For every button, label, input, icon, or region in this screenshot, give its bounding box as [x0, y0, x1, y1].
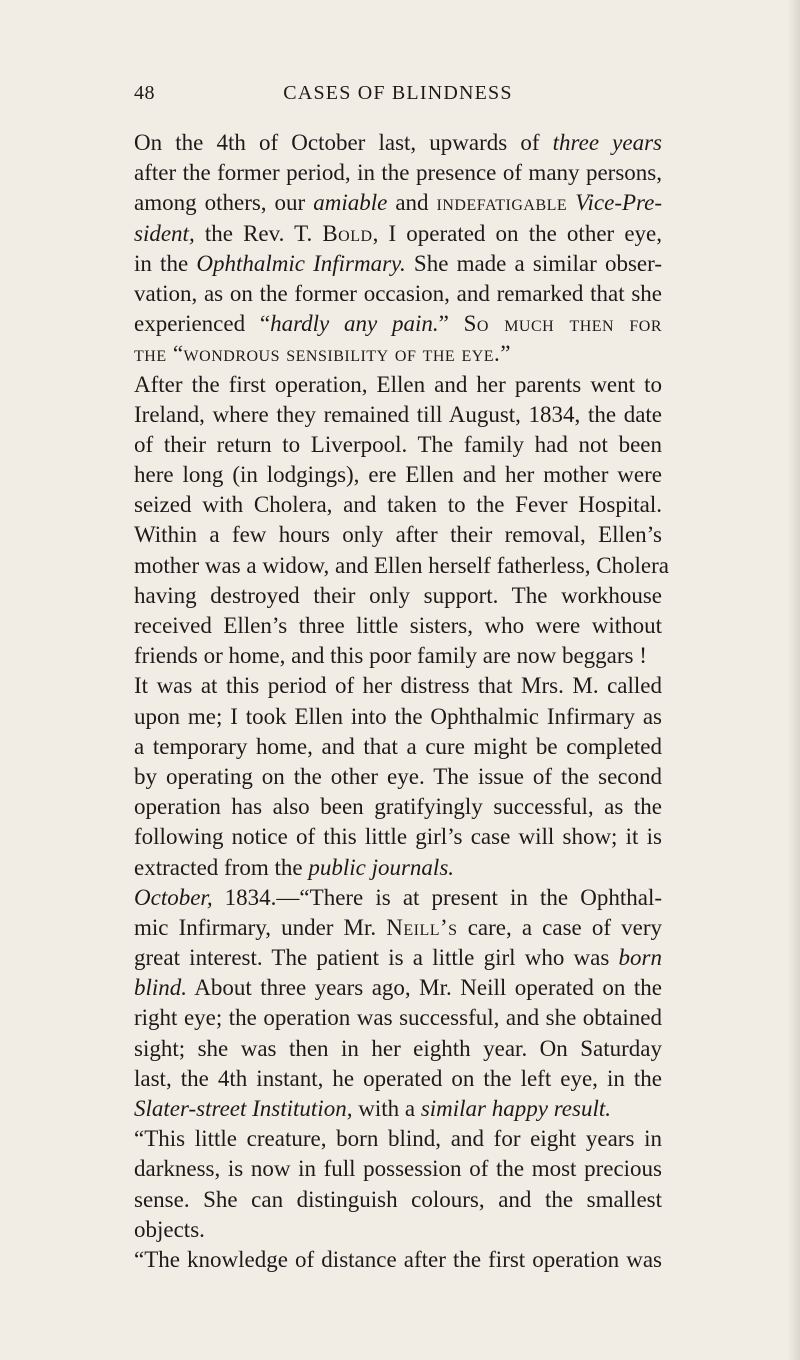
body-text [134, 128, 669, 1275]
italic-text: similar happy result. [420, 1096, 611, 1121]
text-line [134, 792, 662, 822]
text-line [134, 702, 662, 732]
text-line [134, 1034, 662, 1064]
text-line [134, 1003, 662, 1033]
text-line [134, 762, 662, 792]
italic-text: three years [552, 130, 662, 155]
text-run: and [387, 190, 437, 216]
text-run: experienced “ [134, 311, 271, 337]
running-head: CASES OF BLINDNESS [283, 82, 513, 104]
italic-text: blind. [134, 975, 188, 1001]
text-line [134, 1245, 662, 1275]
text-line [134, 400, 662, 430]
text-line [134, 309, 662, 339]
text-line [134, 249, 662, 279]
text-run: “This little creature, born blind, and for eight years in [134, 1126, 662, 1152]
text-run: sense. She can distinguish colours, and the smallest [134, 1186, 662, 1212]
text-line [134, 158, 662, 188]
text-run: After the first operation, Ellen and her parents went to [134, 371, 662, 397]
text-run: care, a case of very [457, 914, 662, 940]
text-line [134, 1124, 662, 1154]
italic-text: Slater-street Institution, [134, 1096, 353, 1121]
text-line [134, 913, 662, 943]
page-edge-shadow [788, 0, 800, 1360]
text-run: in the [134, 250, 197, 276]
text-run: here long (in lodgings), ere Ellen and her mother were [134, 462, 662, 488]
text-line [134, 188, 662, 218]
text-run: right eye; the operation was successful, and she obtained [134, 1005, 662, 1031]
text-line [134, 520, 662, 550]
text-line [134, 1064, 662, 1094]
text-line [134, 853, 662, 883]
text-run: darkness, is now in full possession of the most precious [134, 1156, 662, 1182]
text-line [134, 943, 662, 973]
text-run: , I operated on the other eye, [372, 220, 662, 246]
text-line [134, 671, 662, 701]
text-line [134, 641, 662, 671]
text-run: seized with Cholera, and taken to the Fever Hospital. [134, 492, 662, 518]
text-line [134, 732, 662, 762]
text-line [134, 339, 662, 369]
text-run: by operating on the other eye. The issue of the second [134, 763, 662, 789]
italic-text: October, [134, 884, 213, 910]
text-run: About three years ago, Mr. Neill operated on the [187, 975, 662, 1001]
text-run: operation has also been gratifyingly successful, as the [134, 794, 662, 820]
small-caps-text: So much then for [463, 311, 662, 337]
text-run: sight; she was then in her eighth year. On Saturday [134, 1035, 662, 1061]
text-run: vation, as on the former occasion, and remarked that she [134, 280, 662, 306]
text-line [134, 611, 662, 641]
text-line [134, 1215, 662, 1245]
text-line [134, 370, 662, 400]
text-run: great interest. The patient is a little girl who was [134, 945, 619, 971]
text-run: after the former period, in the presence of many persons, [134, 160, 662, 186]
text-run: following notice of this little girl’s case will show; it is [134, 824, 662, 850]
text-run: It was at this period of her distress that Mrs. M. called [134, 673, 662, 699]
small-caps-text: the “wondrous sensibility of the eye.” [134, 341, 512, 367]
text-run: extracted from the [134, 854, 309, 880]
italic-text: amiable [313, 190, 388, 216]
text-line [134, 430, 662, 460]
text-run: among others, our [134, 190, 314, 216]
text-run: 1834.—“There is at present in the Ophthal- [212, 884, 662, 910]
text-run: a temporary home, and that a cure might be completed [134, 733, 662, 759]
text-line [134, 219, 662, 249]
text-run: Ireland, where they remained till August, 1834, the date [134, 401, 662, 427]
small-caps-text: indefatigable [436, 190, 568, 216]
text-line [134, 822, 662, 852]
text-line [134, 581, 662, 611]
text-line [134, 973, 662, 1003]
small-caps-text: Neill’s [386, 914, 458, 940]
text-line [134, 551, 669, 581]
italic-text: Vice-Pre- [575, 190, 663, 216]
text-run: Within a few hours only after their removal, Ellen’s [134, 522, 662, 548]
text-line [134, 1154, 662, 1184]
page-number: 48 [134, 82, 155, 104]
italic-text: public journals. [308, 854, 455, 880]
text-line [134, 883, 662, 913]
text-run: upon me; I took Ellen into the Ophthalmic Infirmary as [134, 703, 662, 729]
text-run: On the 4th of October last, upwards of [134, 130, 553, 155]
text-line [134, 1094, 662, 1124]
text-line [134, 1185, 662, 1215]
text-line [134, 128, 662, 158]
text-run: objects. [134, 1216, 205, 1242]
text-run: last, the 4th instant, he operated on the left eye, in the [134, 1065, 662, 1091]
text-run: ” [438, 311, 464, 337]
text-run: the Rev. T. [194, 220, 323, 246]
text-line [134, 460, 662, 490]
text-run: with a [352, 1096, 421, 1121]
text-run: mic Infirmary, under Mr. [134, 914, 387, 940]
text-run: received Ellen’s three little sisters, who were without [134, 613, 662, 638]
text-run: mother was a widow, and Ellen herself fatherless, Cholera [134, 552, 669, 578]
text-run: having destroyed their only support. The workhouse [134, 582, 662, 608]
italic-text: sident, [134, 220, 195, 246]
text-run [567, 190, 575, 215]
small-caps-text: Bold [322, 220, 373, 246]
text-run: friends or home, and this poor family are now beggars ! [134, 643, 647, 669]
italic-text: hardly any pain. [270, 311, 439, 337]
italic-text: born [618, 945, 662, 971]
page-header [134, 82, 662, 112]
text-run: “The knowledge of distance after the first operation was [134, 1246, 662, 1272]
text-line [134, 490, 662, 520]
text-run: of their return to Liverpool. The family had not been [134, 431, 662, 457]
text-line [134, 279, 662, 309]
italic-text: Ophthalmic Infirmary. [196, 250, 406, 276]
text-run: She made a similar obser- [405, 250, 662, 276]
